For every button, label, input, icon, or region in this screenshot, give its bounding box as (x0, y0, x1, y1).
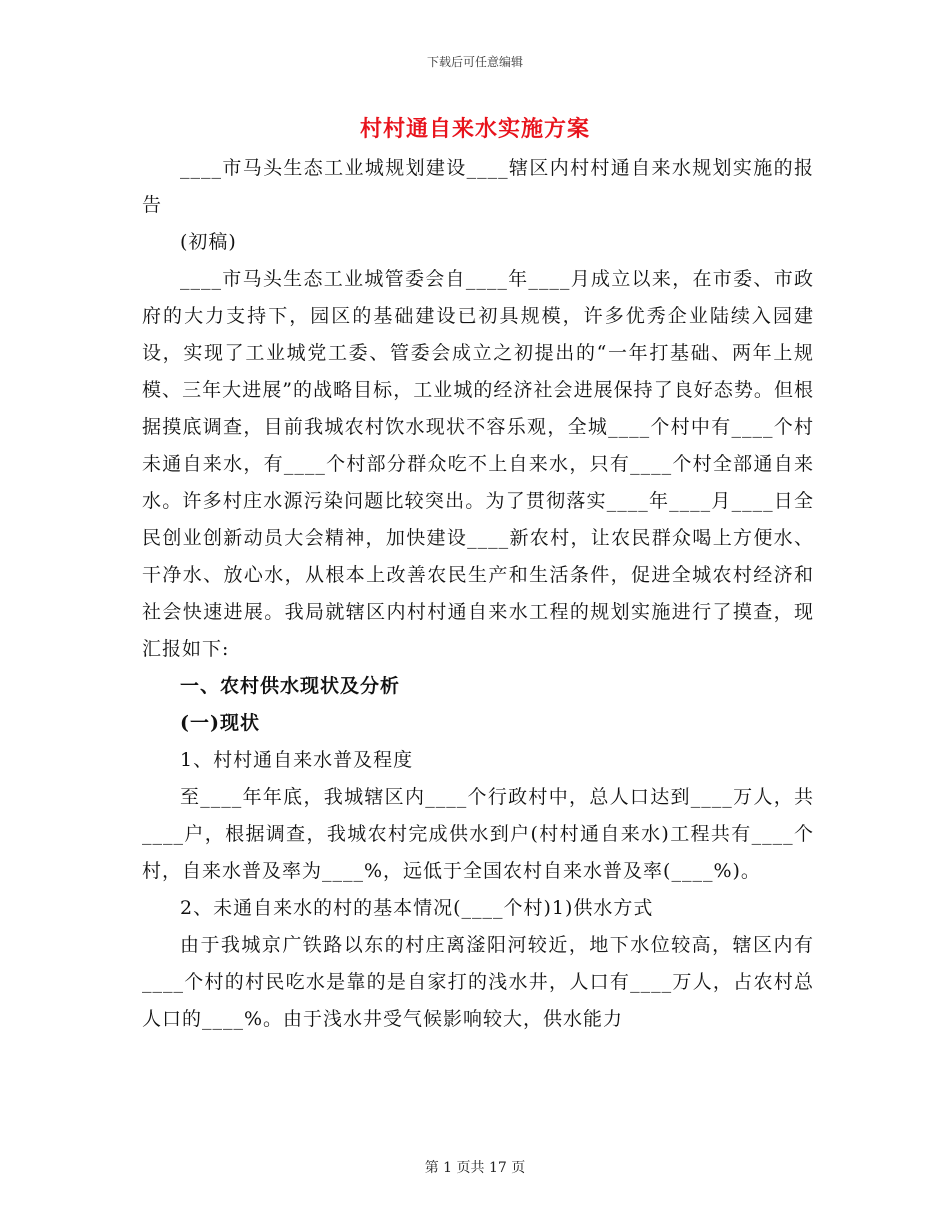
document-title: 村村通自来水实施方案 (359, 116, 590, 142)
document-body (142, 150, 814, 1038)
section-heading: 一、农村供水现状及分析 (180, 675, 401, 697)
item-heading-2: 2、未通自来水的村的基本情况(____个村)1)供水方式 (180, 897, 654, 919)
page-number: 第 1 页共 17 页 (424, 1160, 526, 1176)
paragraph-report-title: ____市马头生态工业城规划建设____辖区内村村通自来水规划实施的报告 (142, 157, 814, 216)
download-note: 下载后可任意编辑 (426, 55, 523, 69)
subsection-heading: (一)现状 (180, 712, 260, 734)
paragraph-coverage: 至____年年底，我城辖区内____个行政村中，总人口达到____万人，共____户，根据调查，我城农村完成供水到户(村村通自来水)工程共有____个村，自来水普及率为____%，远低于全国农村自来水普及率(____%)。 (142, 786, 814, 882)
paragraph-draft-note: (初稿) (180, 231, 237, 253)
paragraph-intro: ____市马头生态工业城管委会自____年____月成立以来，在市委、市政府的大力支持下，园区的基础建设已初具规模，许多优秀企业陆续入园建设，实现了工业城党工委、管委会成立之初提出的“一年打基础、两年上规模、三年大进展”的战略目标，工业城的经济社会进展保持了良好态势。但根据摸底调查，目前我城农村饮水现状不容乐观，全城____个村中有____个村未通自来水，有____个村部分群众吃不上自来水，只有____个村全部通自来水。许多村庄水源污染问题比较突出。为了贯彻落实____年____月____日全民创业创新动员大会精神，加快建设____新农村，让农民群众喝上方便水、干净水、放心水，从根本上改善农民生产和生活条件，促进全城农村经济和社会快速进展。我局就辖区内村村通自来水工程的规划实施进行了摸查，现汇报如下: (142, 268, 814, 660)
item-heading-1: 1、村村通自来水普及程度 (180, 749, 414, 771)
paragraph-water-supply: 由于我城京广铁路以东的村庄离滏阳河较近，地下水位较高，辖区内有____个村的村民吃水是靠的是自家打的浅水井，人口有____万人，占农村总人口的____%。由于浅水井受气候影响较大，供水能力 (142, 934, 814, 1030)
